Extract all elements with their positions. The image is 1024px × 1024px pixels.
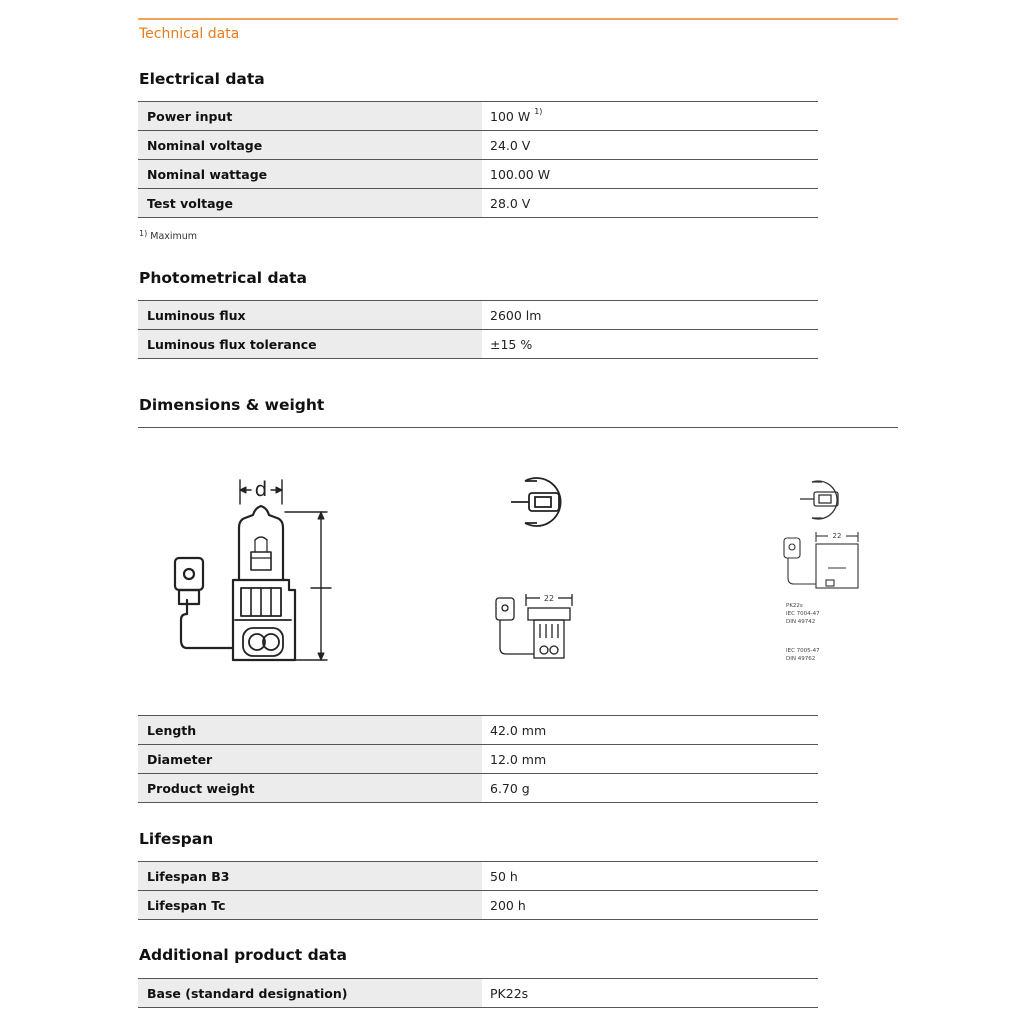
- row-label: Test voltage: [138, 189, 482, 218]
- row-value: 100.00 W: [482, 160, 818, 189]
- row-label: Luminous flux tolerance: [138, 330, 482, 359]
- row-value: 200 h: [482, 891, 818, 920]
- row-value: ±15 %: [482, 330, 818, 359]
- footnote-mark: 1): [139, 229, 148, 238]
- section-kicker: Technical data: [139, 26, 240, 42]
- additional-product-data-title: Additional product data: [139, 946, 348, 964]
- table-row: [138, 862, 818, 891]
- dimensions-weight-table: [138, 715, 818, 803]
- bulb-dimension-drawing: [165, 470, 345, 670]
- row-label: Length: [138, 716, 482, 745]
- section-divider: [138, 427, 898, 428]
- electrical-data-title: Electrical data: [139, 70, 265, 88]
- table-row: [138, 891, 818, 920]
- row-value: 2600 lm: [482, 301, 818, 330]
- row-label: Base (standard designation): [138, 979, 482, 1008]
- base-top-view-small-drawing: [796, 478, 856, 523]
- base-side-view-small-drawing: [776, 528, 866, 598]
- table-row: [138, 301, 818, 330]
- row-label: Diameter: [138, 745, 482, 774]
- width-dimension-label-small: 22: [832, 532, 842, 540]
- dimensions-weight-title: Dimensions & weight: [139, 396, 325, 414]
- footnote-text: Maximum: [150, 231, 198, 242]
- table-row: [138, 102, 818, 131]
- standard-label: IEC 7004-47: [786, 611, 820, 617]
- row-value: 12.0 mm: [482, 745, 818, 774]
- table-row: [138, 979, 818, 1008]
- row-label: Product weight: [138, 774, 482, 803]
- row-value: 24.0 V: [482, 131, 818, 160]
- row-value: 6.70 g: [482, 774, 818, 803]
- row-value: [482, 102, 818, 131]
- row-label: Nominal wattage: [138, 160, 482, 189]
- standard-label: DIN 49762: [786, 656, 816, 662]
- table-row: [138, 745, 818, 774]
- table-row: [138, 774, 818, 803]
- base-top-view-drawing: [505, 475, 580, 530]
- table-row: [138, 716, 818, 745]
- power-input-value: 100 W: [490, 108, 531, 124]
- row-label: Lifespan B3: [138, 862, 482, 891]
- additional-product-data-table: [138, 978, 818, 1008]
- row-value: PK22s: [482, 979, 818, 1008]
- footnote: [139, 231, 197, 242]
- photometrical-data-title: Photometrical data: [139, 269, 307, 287]
- diameter-symbol: d: [254, 477, 268, 501]
- row-label: Luminous flux: [138, 301, 482, 330]
- electrical-data-table: [138, 101, 818, 218]
- row-label: Power input: [138, 102, 482, 131]
- row-value: 28.0 V: [482, 189, 818, 218]
- table-row: [138, 160, 818, 189]
- top-accent-rule: [138, 18, 898, 20]
- base-code-label: PK22s: [786, 603, 803, 609]
- standard-label: DIN 49742: [786, 619, 816, 625]
- photometrical-data-table: [138, 300, 818, 359]
- row-value: 50 h: [482, 862, 818, 891]
- row-label: Nominal voltage: [138, 131, 482, 160]
- base-standards-caption: [784, 600, 854, 666]
- table-row: [138, 330, 818, 359]
- width-dimension-label: 22: [543, 594, 555, 603]
- table-row: [138, 131, 818, 160]
- footnote-ref: 1): [534, 106, 543, 116]
- standard-label: IEC 7005-47: [786, 648, 820, 654]
- base-side-view-drawing: [488, 590, 583, 665]
- lifespan-table: [138, 861, 818, 920]
- table-row: [138, 189, 818, 218]
- lifespan-title: Lifespan: [139, 830, 214, 848]
- row-label: Lifespan Tc: [138, 891, 482, 920]
- row-value: 42.0 mm: [482, 716, 818, 745]
